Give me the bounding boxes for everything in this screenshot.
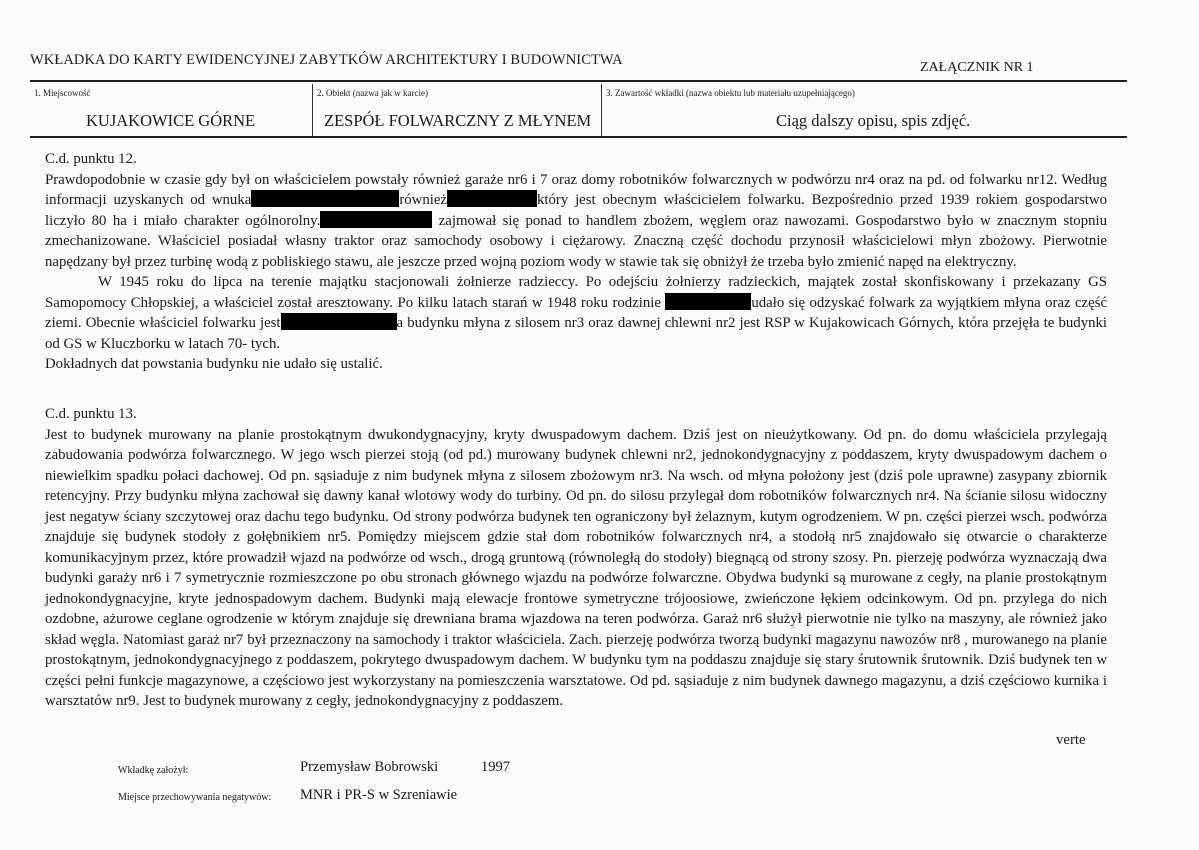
section-12-paragraph-1 [45,170,1107,273]
section-13 [45,404,1107,712]
section-13-heading: C.d. punktu 13. [45,406,137,422]
form-title: WKŁADKA DO KARTY EWIDENCYJNEJ ZABYTKÓW ARCHITEKTURY I BUDOWNICTWA [30,52,623,68]
object-label: 2. Obiekt (nazwa jak w karcie) [317,88,428,98]
field-divider [312,84,313,136]
paragraph-text: również [399,192,447,208]
redaction-box [281,313,397,330]
redaction-box [320,211,432,228]
storage-value: MNR i PR-S w Szreniawie [300,787,458,803]
paragraph-text: a budynku młyna z silosem nr3 oraz dawnej chlewni nr2 jest RSP w Kujakowicach Górnych, która przejęła te budynki od GS w Kluczborku w latach 70- tych. [45,315,1107,352]
contents-label: 3. Zawartość wkładki (nazwa obiektu lub materiału uzupełniającego) [606,88,855,98]
annex-number: ZAŁĄCZNIK NR 1 [920,60,1034,75]
paragraph-text: udało się odzyskać folwark za wyjątkiem młyna oraz część ziemi. Obecnie właściciel folwarku jest [45,294,1108,331]
redaction-box [251,190,399,207]
section-12-heading: C.d. punktu 12. [45,151,137,167]
redaction-box [447,190,537,207]
founder-name: Przemysław Bobrowski [300,759,439,775]
paragraph-text: Prawdopodobnie w czasie gdy był on właścicielem powstały również garaże nr6 i 7 oraz domy robotników folwarcznych w podwórzu nr4 oraz na pd. od folwarku nr12. Według informacji uzyskanych od wnuka [45,171,1107,208]
redaction-box [665,293,751,310]
locality-label: 1. Miejscowość [34,88,91,98]
founder-label: Wkładkę założył: [118,765,189,776]
contents-value: Ciąg dalszy opisu, spis zdjęć. [776,111,971,130]
paragraph-text: zajmował się ponad to handlem zbożem, węglem oraz nawozami. Gospodarstwo było w znacznym stopniu zmechanizowane. Właściciel posiadał własny traktor oraz samochody osobowy i ciężarowy. Znaczną część dochodu przynosił właścicielowi młyn zbożowy. Pierwotnie napędzany był przez turbinę wodą z pobliskiego stawu, ale jeszcze przed wojną poziom wody w stawie tak się obniżył że trzeba było zmienić napęd na elektryczny. [45,212,1108,270]
header-rule [30,80,1127,82]
section-12-paragraph-3: Dokładnych dat powstania budynku nie udało się ustalić. [45,356,383,372]
section-13-paragraph: Jest to budynek murowany na planie prostokątnym dwukondygnacyjny, kryty dwuspadowym dachem. Dziś jest on nieużytkowany. Od pn. do domu właściciela przylegają zabudowania podwórza folwarcznego. W jego wsch pierzei stoją (od pd.) murowany budynek chlewni nr2, jednokondygnacyjny z poddaszem, kryty dwuspadowym dachem o niewielkim spadku połaci dachowej. Od pn. sąsiaduje z nim budynek młyna z silosem zbożowym nr3. Na wsch. od młyna położony jest (dziś pole uprawne) zasypany zbiornik retencyjny. Przy budynku młyna zachował się dawny kanał wlotowy wody do turbiny. Od pn. do silosu przylegał dom robotników folwarcznych nr4. Na ścianie silosu widoczny jest negatyw ściany szczytowej oraz dachu tego budynku. Od strony podwórza budynek ten ograniczony był żelaznym, kutym ogrodzeniem. W pn. części pierzei wsch. podwórza znajduje się budynek stodoły z gołębnikiem nr5. Pomiędzy miejscem gdzie stał dom robotników folwarcznych nr4, a stodołą nr5 znajdowało się otwarcie o charakterze komunikacyjnym przez, które prowadził wjazd na podwórze od wsch., drogą gruntową (równoległą do stodoły) biegnącą od strony szosy. Pn. pierzeję podwórza wyznaczają dwa budynki garaży nr6 i 7 symetrycznie rozmieszczone po obu stronach głównego wjazdu na podwórze folwarczne. Obydwa budynki są murowane z cegły, na planie prostokątnym jednokondygnacyjne, kryte jednospadowym dachem. Budynki mają elewacje frontowe symetryczne trójoosiowe, zwieńczone łękiem odcinkowym. Od pn. przylega do nich ozdobne, ażurowe ceglane ogrodzenie w którym znajduje się drewniana brama wjazdowa na teren podwórza. Garaż nr6 służył pierwotnie nie tylko na maszyny, ale również jako skład węgla. Natomiast garaż nr7 był przeznaczony na samochody i traktor właściciela. Zach. pierzeję podwórza tworzą budynki magazynu nawozów nr8 , murowanego na planie prostokątnym, jednokondygnacyjnego z poddaszem, pokrytego dwuspadowym dachem. W budynku tym na poddaszu znajduje się stary śrutownik śrutownik. Dziś budynek ten w części pełni funkcje magazynowe, a częściowo jest wykorzystany na pomieszczenia warsztatowe. Od pd. sąsiaduje z nim budynek dawnego magazynu, a dziś częściowo kurnika i warsztatów nr9. Jest to budynek murowany z cegły, jednokondygnacyjny z poddaszem. [45,426,1107,709]
section-12 [45,149,1107,375]
verte-note: verte [1056,732,1086,748]
year-value: 1997 [481,759,510,775]
paragraph-text: który jest obecnym właścicielem folwarku. Bezpośrednio przed 1939 rokiem gospodarstwo liczyło 80 ha i miało charakter ogólnorolny. [45,192,1108,229]
paragraph-text: W 1945 roku do lipca na terenie majątku stacjonowali żołnierze radzieccy. Po odejściu żołnierzy radzieckich, majątek został skonfiskowany i przekazany GS Samopomocy Chłopskiej, a właściciel został aresztowany. Po kilku latach starań w 1948 roku rodzinie [45,274,1107,311]
storage-label: Miejsce przechowywania negatywów: [118,792,272,803]
locality-value: KUJAKOWICE GÓRNE [86,111,256,130]
fields-rule [30,136,1127,138]
object-value: ZESPÓŁ FOLWARCZNY Z MŁYNEM [324,111,592,130]
section-12-paragraph-2 [45,272,1107,354]
field-divider [601,84,602,136]
